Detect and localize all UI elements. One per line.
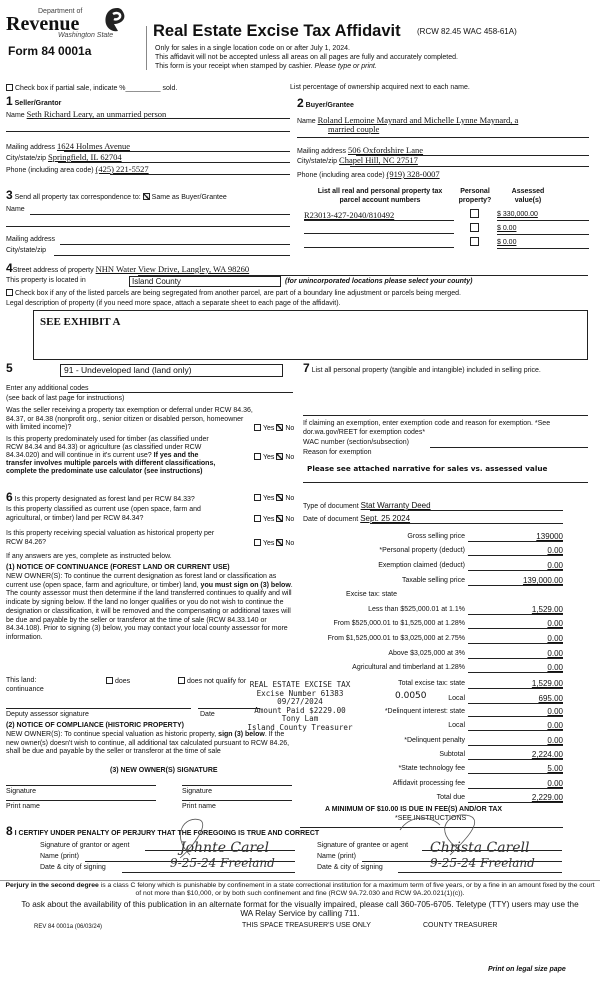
print-name-label: Print name xyxy=(182,803,216,810)
dept-label: Department of xyxy=(38,8,83,15)
doc-date-label: Date of document xyxy=(303,516,359,523)
seller-mail-value[interactable]: 1624 Holmes Avenue xyxy=(56,141,131,151)
perjury-bold: Perjury in the second degree xyxy=(5,882,99,889)
narrative-note: Please see attached narrative for sales vs. assessed value xyxy=(307,464,548,473)
tax-row-label: From $1,525,000.01 to $3,025,000 at 2.75% xyxy=(327,635,465,642)
exemption-question: Was the seller receiving a property tax exemption or deferral under RCW 84.36, 84.37, or 84.38 (nonprofit org., senior citizen or disabled person, homeowner with limited income)? xyxy=(6,407,253,431)
tax-row-value[interactable]: 139000 xyxy=(468,532,563,542)
tax-row-label: Local xyxy=(448,695,465,702)
parcel-number[interactable] xyxy=(304,225,454,234)
forest-question: Is this property designated as forest land per RCW 84.33? xyxy=(14,496,195,503)
timber-note: If yes and the transfer involves multiple parcels with different classifications, complete the predominate use calculator (see instructions) xyxy=(6,452,216,475)
grantee-date-city[interactable]: 9-25-24 Freeland xyxy=(430,856,535,870)
partial-percent-field[interactable]: _________ xyxy=(125,85,161,92)
current-use-no-checkbox[interactable] xyxy=(276,515,283,522)
tax-row-value[interactable]: 0.00 xyxy=(468,663,563,673)
notice-continuance-text-2: . The county assessor must then determine if the land transferred continues to qualify and will indicate by signing below. If the land no longer qualifies or you do not wish to continue the designation or classification, it will be removed and the compensating or additional taxes will be due and payable by the seller or transferor at the time of sale (RCW 84.33.140 or 84.34.108). Prior to signing (3) below, you may contact your local county assessor for more information. xyxy=(6,581,293,641)
county-note: (for unincorporated locations please select your county) xyxy=(285,278,473,285)
corr-name-label: Name xyxy=(6,206,25,213)
stamp-line: Amount Paid $2229.00 xyxy=(254,705,346,715)
grantee-date-label: Date & city of signing xyxy=(317,864,383,871)
current-use-yes-checkbox[interactable] xyxy=(254,515,261,522)
tax-row-value[interactable]: 0.00 xyxy=(468,634,563,644)
tax-row-label: Above $3,025,000 at 3% xyxy=(388,650,465,657)
list-percentage-note: List percentage of ownership acquired next to each name. xyxy=(290,84,470,91)
form-number: Form 84 0001a xyxy=(8,44,92,58)
personal-property-label: List all personal property (tangible and intangible) included in selling price. xyxy=(311,367,541,374)
county-treasurer-label: COUNTY TREASURER xyxy=(423,922,498,929)
tax-row-label: Taxable selling price xyxy=(401,577,465,584)
personal-property-checkbox[interactable] xyxy=(470,237,479,246)
yes-label: Yes xyxy=(263,425,275,432)
tax-row-value[interactable]: 0.00 xyxy=(468,707,563,717)
tax-row-label: Total due xyxy=(436,794,465,801)
deputy-signature-label: Deputy assessor signature xyxy=(6,711,89,718)
exemption-yes-checkbox[interactable] xyxy=(254,424,261,431)
alternate-format-note: To ask about the availability of this publication in an alternate format for the visually impaired, please call 360-705-6705. Teletype (TTY) users may use the WA Relay Service by calling 711. xyxy=(21,900,579,918)
no-label: No xyxy=(285,454,295,461)
does-label: does xyxy=(115,678,131,685)
stamp-line: REAL ESTATE EXCISE TAX xyxy=(249,680,351,689)
yes-label: Yes xyxy=(263,516,275,523)
grantor-date-city[interactable]: 9-25-24 Freeland xyxy=(170,856,275,870)
grantee-signature[interactable]: Christa Carell xyxy=(430,840,530,856)
header-divider xyxy=(146,26,147,70)
tax-row-value[interactable]: 0.00 xyxy=(468,779,563,789)
buyer-heading: Buyer/Grantee xyxy=(305,102,354,109)
segregation-checkbox[interactable] xyxy=(6,289,13,296)
section-number: 4 xyxy=(6,261,13,275)
perjury-text: is a class C felony which is punishable by confinement in a state correctional institution for a maximum term of five years, or by a fine in an amount fixed by the court of not more than $10,000, or by both such confinement and fine (RCW 9A.72.030 and RCW 9A.20.021(1)(c)). xyxy=(98,882,595,897)
tax-row-value[interactable]: 0.00 xyxy=(468,736,563,746)
seller-phone-value[interactable]: (425) 221-5527 xyxy=(95,164,149,174)
header-line-3-italic: Please type or print. xyxy=(314,63,377,70)
new-owner-signature-heading: (3) NEW OWNER(S) SIGNATURE xyxy=(110,767,218,774)
local-rate: 0.0050 xyxy=(395,691,427,701)
tax-row-value[interactable]: 0.00 xyxy=(468,649,563,659)
tax-row-label: Excise tax: state xyxy=(346,591,397,598)
revision-label: REV 84 0001a (06/03/24) xyxy=(34,924,103,930)
section-number: 6 xyxy=(6,490,13,504)
tax-row-label: *State technology fee xyxy=(398,765,465,772)
tax-row-value[interactable]: 2,224.00 xyxy=(468,750,563,760)
corr-city-label: City/state/zip xyxy=(6,247,47,254)
notice-compliance-heading: (2) NOTICE OF COMPLIANCE (HISTORIC PROPERTY) xyxy=(6,722,184,729)
tax-row-label: From $525,000.01 to $1,525,000 at 1.28% xyxy=(333,620,465,627)
does-not-label: does not qualify for xyxy=(187,678,247,685)
treasurer-use-label: THIS SPACE TREASURER'S USE ONLY xyxy=(242,922,371,929)
same-as-buyer-checkbox[interactable] xyxy=(143,193,150,200)
personal-property-checkbox[interactable] xyxy=(470,209,479,218)
tax-row-value[interactable]: 0.00 xyxy=(468,561,563,571)
buyer-name-value[interactable]: Roland Lemoine Maynard and Michelle Lynne Maynard, a xyxy=(317,115,519,125)
tax-row-value[interactable]: 2,229.00 xyxy=(468,793,563,803)
section-number: 1 xyxy=(6,94,13,108)
correspondence-label: Send all property tax correspondence to: xyxy=(14,194,141,201)
grantee-name-label: Name (print) xyxy=(317,853,356,860)
grantor-date-label: Date & city of signing xyxy=(40,864,106,871)
seller-city-value[interactable]: Springfield, IL 62704 xyxy=(48,152,122,162)
assessed-value[interactable]: $ 0.00 xyxy=(497,225,589,235)
same-as-buyer-label: Same as Buyer/Grantee xyxy=(151,194,227,201)
seller-city-label: City/state/zip xyxy=(6,155,47,162)
buyer-city-label: City/state/zip xyxy=(297,158,338,165)
tax-row-value[interactable]: 0.00 xyxy=(468,546,563,556)
timber-yes-checkbox[interactable] xyxy=(254,453,261,460)
tax-row-label: Total excise tax: state xyxy=(398,680,465,687)
exemption-instructions: If claiming an exemption, enter exemption code and reason for exemption. *See dor.wa.gov/REET for exemption codes* xyxy=(303,420,551,436)
buyer-name-value-2[interactable]: married couple xyxy=(328,124,380,134)
forest-yes-checkbox[interactable] xyxy=(254,494,261,501)
buyer-city-value[interactable]: Chapel Hill, NC 27517 xyxy=(339,155,418,165)
minimum-due-note: A MINIMUM OF $10.00 IS DUE IN FEE(S) AND/OR TAX xyxy=(325,806,503,813)
see-instructions-note: *SEE INSTRUCTIONS xyxy=(395,815,467,822)
no-label: No xyxy=(285,425,295,432)
buyer-mail-value[interactable]: 506 Oxfordshire Lane xyxy=(347,145,424,155)
partial-sale-checkbox[interactable] xyxy=(6,84,13,91)
land-use-code-select[interactable]: 91 - Undeveloped land (land only) xyxy=(60,364,283,377)
seller-mail-label: Mailing address xyxy=(6,144,56,151)
tax-row-label: *Delinquent penalty xyxy=(404,737,465,744)
grantor-signature-label: Signature of grantor or agent xyxy=(40,842,130,849)
signature-label: Signature xyxy=(182,788,212,795)
county-select[interactable]: Island County xyxy=(129,276,281,287)
tax-row-value[interactable]: 139,000.00 xyxy=(468,576,563,586)
doc-type-label: Type of document xyxy=(303,503,359,510)
section-number: 7 xyxy=(303,361,310,375)
stamp-line: Excise Number 61383 xyxy=(256,688,344,698)
additional-codes-label: Enter any additional codes xyxy=(6,385,89,392)
notice-emphasis: sign (3) below xyxy=(218,731,265,738)
certify-heading: I CERTIFY UNDER PENALTY OF PERJURY THAT THE FOREGOING IS TRUE AND CORRECT xyxy=(14,830,320,837)
assessed-value[interactable]: $ 0.00 xyxy=(497,239,589,249)
notice-continuance-text: NEW OWNER(S): To continue the current designation as forest land or classification as current use (open space, farm and agriculture, or timber) land, xyxy=(6,573,277,589)
treasurer-stamp xyxy=(200,681,400,732)
stamp-line: 09/27/2024 xyxy=(277,697,323,706)
revenue-logo-text: Revenue xyxy=(6,13,80,35)
grantor-signature[interactable]: Johnte Carel xyxy=(180,840,269,856)
tax-row-label: Affidavit processing fee xyxy=(392,780,465,787)
wac-label: WAC number (section/subsection) xyxy=(303,439,409,446)
partial-sale-label: Check box if partial sale, indicate % xyxy=(15,85,126,92)
legal-size-note: Print on legal size pape xyxy=(488,966,566,973)
sold-label: sold. xyxy=(162,85,178,92)
forest-no-checkbox[interactable] xyxy=(276,494,283,501)
grantee-signature-label: Signature of grantee or agent xyxy=(317,842,409,849)
see-back-note: (see back of last page for instructions) xyxy=(6,395,125,402)
exemption-no-checkbox[interactable] xyxy=(276,424,283,431)
street-value[interactable]: NHN Water View Drive, Langley, WA 98260 xyxy=(95,264,250,274)
assessed-value[interactable]: $ 330,000.00 xyxy=(497,211,589,221)
buyer-mail-label: Mailing address xyxy=(297,148,347,155)
grantor-name-label: Name (print) xyxy=(40,853,79,860)
tax-row-label: *Delinquent interest: state xyxy=(384,708,465,715)
seller-phone-label: Phone (including area code) xyxy=(6,167,94,174)
doc-date-value[interactable]: Sept. 25 2024 xyxy=(360,514,411,523)
yes-label: Yes xyxy=(263,495,275,502)
buyer-phone-value[interactable]: (919) 328-0007 xyxy=(386,169,440,179)
current-use-question: Is this property classified as current use (open space, farm and agricultural, or timber) land per RCW 84.34? xyxy=(6,506,201,522)
does-not-qualify-checkbox[interactable] xyxy=(178,677,185,684)
section-number: 3 xyxy=(6,188,13,202)
tax-row-label: *Personal property (deduct) xyxy=(379,547,465,554)
street-label: Street address of property xyxy=(12,267,94,274)
stamp-line: Tony Lam xyxy=(281,714,319,723)
personal-property-header: Personal property? xyxy=(458,188,492,204)
tax-row-label: Gross selling price xyxy=(407,533,465,540)
legal-description-field[interactable] xyxy=(33,310,588,360)
tax-row-label: Exemption claimed (deduct) xyxy=(378,562,465,569)
corr-mail-label: Mailing address xyxy=(6,236,56,243)
parcel-number[interactable] xyxy=(304,239,454,248)
no-label: No xyxy=(285,495,295,502)
header-line-2: This affidavit will not be accepted unless all areas on all pages are fully and accurately completed. xyxy=(155,54,458,61)
located-label: This property is located in xyxy=(6,277,86,284)
notice-emphasis: you must sign on (3) below xyxy=(200,581,291,589)
print-name-label: Print name xyxy=(6,803,40,810)
reason-label: Reason for exemption xyxy=(303,449,372,456)
tax-row-label: Agricultural and timberland at 1.28% xyxy=(352,664,465,671)
seller-name-label: Name xyxy=(6,112,25,119)
date-label: Date xyxy=(200,711,215,718)
notice-compliance-text: NEW OWNER(S): To continue special valuation as historic property, xyxy=(6,731,217,738)
tax-row-value[interactable]: 695.00 xyxy=(468,694,563,704)
seller-heading: Seller/Grantor xyxy=(14,100,62,107)
no-label: No xyxy=(285,516,295,523)
parcel-number[interactable]: R23013-427-2040/810492 xyxy=(304,211,454,221)
parcel-header: List all real and personal property tax parcel account numbers xyxy=(317,188,443,204)
personal-property-checkbox[interactable] xyxy=(470,223,479,232)
page-title: Real Estate Excise Tax Affidavit xyxy=(153,22,401,40)
continuance-label: continuance xyxy=(6,686,44,693)
section-number: 5 xyxy=(6,361,13,375)
header-line-3: This form is your receipt when stamped by cashier. xyxy=(155,63,313,70)
does-checkbox[interactable] xyxy=(106,677,113,684)
tax-row-label: Less than $525,000.01 at 1.1% xyxy=(368,606,465,613)
section-number: 2 xyxy=(297,96,304,110)
tax-row-label: Local xyxy=(448,722,465,729)
doc-type-value[interactable]: Stat Warranty Deed xyxy=(360,501,431,510)
no-label: No xyxy=(285,540,295,547)
yes-label: Yes xyxy=(263,540,275,547)
legal-description-label: Legal description of property (if you need more space, attach a separate sheet to each page of the affidavit). xyxy=(6,300,341,307)
timber-question: Is this property predominately used for timber (as classified under RCW 84.34 and 84.33) or agriculture (as classified under RCW 84.34.020) and will continue in it's current use? xyxy=(6,436,209,459)
this-land-label: This land: xyxy=(6,677,37,684)
tax-row-label: Subtotal xyxy=(439,751,465,758)
timber-no-checkbox[interactable] xyxy=(276,453,283,460)
dor-logo-icon xyxy=(102,6,132,34)
header-line-1: Only for sales in a single location code on or after July 1, 2024. xyxy=(155,45,350,52)
stamp-line: Island County Treasurer xyxy=(247,722,353,732)
tax-row-value[interactable]: 1,529.00 xyxy=(468,605,563,615)
segregation-label: Check box if any of the listed parcels are being segregated from another parcel, are part of a boundary line adjustment or parcels being merged. xyxy=(15,290,461,297)
seller-name-value[interactable]: Seth Richard Leary, an unmarried person xyxy=(26,109,167,119)
washington-state-label: Washington State xyxy=(58,32,114,39)
notice-continuance-heading: (1) NOTICE OF CONTINUANCE (FOREST LAND OR CURRENT USE) xyxy=(6,564,230,571)
if-yes-note: If any answers are yes, complete as instructed below. xyxy=(6,553,172,560)
historic-no-checkbox[interactable] xyxy=(276,539,283,546)
tax-row-value[interactable]: 5.00 xyxy=(468,764,563,774)
assessed-value-header: Assessed value(s) xyxy=(511,188,545,204)
historic-question: Is this property receiving special valuation as historical property per RCW 84.26? xyxy=(6,530,215,546)
rcw-reference: (RCW 82.45 WAC 458-61A) xyxy=(417,27,517,36)
tax-row-value[interactable]: 1,529.00 xyxy=(468,679,563,689)
notice-compliance-text-2: . If the new owner(s) doesn't wish to continue, all additional tax calculated pursuant to RCW 84.26, shall be due and payable by the seller or transferor at the time of sale xyxy=(6,731,290,756)
buyer-phone-label: Phone (including area code) xyxy=(297,172,385,179)
section-number: 8 xyxy=(6,824,13,838)
yes-label: Yes xyxy=(263,454,275,461)
tax-row-value[interactable]: 0.00 xyxy=(468,721,563,731)
tax-row-value[interactable]: 0.00 xyxy=(468,619,563,629)
signature-label: Signature xyxy=(6,788,36,795)
buyer-name-label: Name xyxy=(297,118,316,125)
historic-yes-checkbox[interactable] xyxy=(254,539,261,546)
legal-description-value: SEE EXHIBIT A xyxy=(40,316,121,328)
